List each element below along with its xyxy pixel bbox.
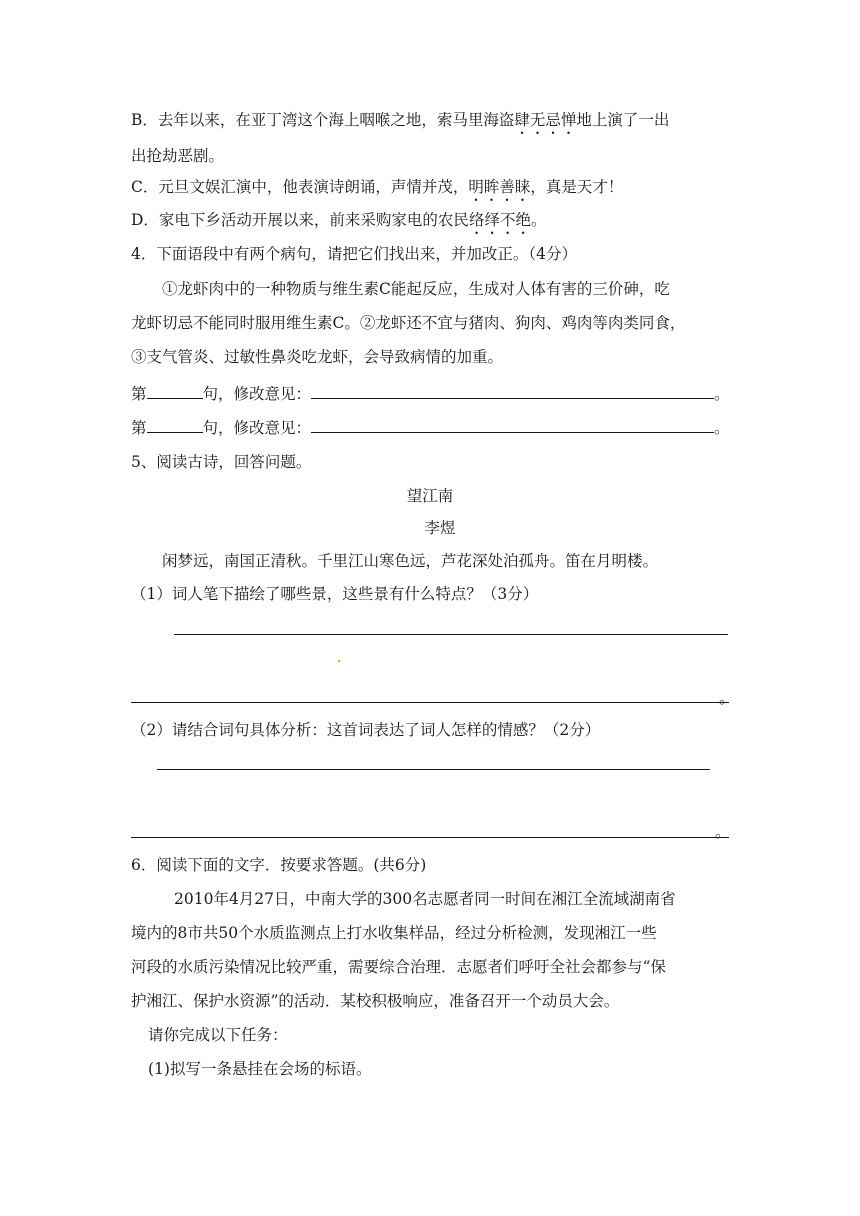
poem-text: 闲梦远，南国正清秋。千里江山寒色远，芦花深处泊孤舟。笛在月明楼。 — [162, 552, 659, 570]
ink-speck — [338, 660, 340, 662]
option-b-line2: 出抢劫恶剧。 — [131, 147, 225, 165]
q6-para-line3: 河段的水质污染情况比较严重，需要综合治理．志愿者们呼吁全社会都参与“保 — [131, 958, 666, 976]
option-d-text: D．家电下乡活动开展以来，前来采购家电的农民 — [131, 211, 469, 229]
option-c-text: C．元旦文娱汇演中，他表演诗朗诵，声情并茂， — [131, 178, 469, 196]
option-c — [131, 177, 623, 205]
q4-title: 4．下面语段中有两个病句，请把它们找出来，并加改正。（4分） — [131, 245, 577, 263]
option-d-dotted-idiom: 络绎不绝 — [468, 211, 531, 229]
option-b-text-end: 地上演了一出 — [576, 111, 670, 129]
q4-answer-row-2 — [131, 418, 730, 438]
answer-line[interactable] — [131, 702, 729, 703]
option-b-dotted-idiom: 肆无忌惮 — [514, 111, 577, 129]
q6-task-intro: 请你完成以下任务： — [148, 1026, 288, 1044]
answer-end: 。 — [714, 419, 730, 437]
line-end-mark: 。 — [715, 823, 731, 841]
q6-para-line1: 2010年4月27日，中南大学的300名志愿者同一时间在湘江全流域湖南省 — [174, 890, 676, 908]
answer-prefix: 第 — [131, 385, 147, 403]
option-c-dotted-idiom: 明眸善睐 — [468, 178, 531, 196]
option-d-text-end: 。 — [530, 211, 547, 229]
q5-sub2: （2）请结合词句具体分析：这首词表达了词人怎样的情感？（2分） — [131, 721, 601, 739]
option-b-line1 — [131, 110, 669, 138]
sentence-number-blank[interactable] — [147, 384, 203, 399]
q4-para-line3: ③支气管炎、过敏性鼻炎吃龙虾，会导致病情的加重。 — [131, 348, 504, 366]
line-end-mark: 。 — [719, 689, 735, 707]
answer-line[interactable] — [131, 837, 729, 838]
q6-task-1: (1)拟写一条悬挂在会场的标语。 — [148, 1060, 372, 1078]
q6-title: 6．阅读下面的文字．按要求答题。(共6分) — [131, 856, 427, 874]
answer-line[interactable] — [157, 769, 710, 770]
revision-blank[interactable] — [311, 418, 714, 433]
answer-label: 句，修改意见： — [202, 385, 312, 403]
answer-line[interactable] — [174, 634, 728, 635]
q6-para-line2: 境内的8市共50个水质监测点上打水收集样品，经过分析检测，发现湘江一些 — [131, 924, 657, 942]
q6-para-line4: 护湘江、保护水资源”的活动．某校积极响应，准备召开一个动员大会。 — [131, 992, 620, 1010]
option-b-text: B．去年以来，在亚丁湾这个海上咽喉之地，索马里海盗 — [131, 111, 515, 129]
option-c-text-end: ，真是天才！ — [530, 178, 624, 196]
q5-title: 5、阅读古诗，回答问题。 — [131, 453, 312, 471]
q4-answer-row-1 — [131, 384, 730, 404]
poem-title: 望江南 — [406, 487, 454, 505]
option-d — [131, 210, 546, 238]
q5-sub1: （1）词人笔下描绘了哪些景，这些景有什么特点？（3分） — [131, 585, 539, 603]
q4-para-line1: ①龙虾肉中的一种物质与维生素C能起反应，生成对人体有害的三价砷，吃 — [162, 280, 670, 298]
poem-author: 李煜 — [424, 519, 456, 537]
sentence-number-blank[interactable] — [147, 418, 203, 433]
answer-label: 句，修改意见： — [202, 419, 312, 437]
revision-blank[interactable] — [311, 384, 714, 399]
q4-para-line2: 龙虾切忌不能同时服用维生素C。②龙虾还不宜与猪肉、狗肉、鸡肉等肉类同食， — [131, 314, 686, 332]
answer-end: 。 — [714, 385, 730, 403]
answer-prefix: 第 — [131, 419, 147, 437]
